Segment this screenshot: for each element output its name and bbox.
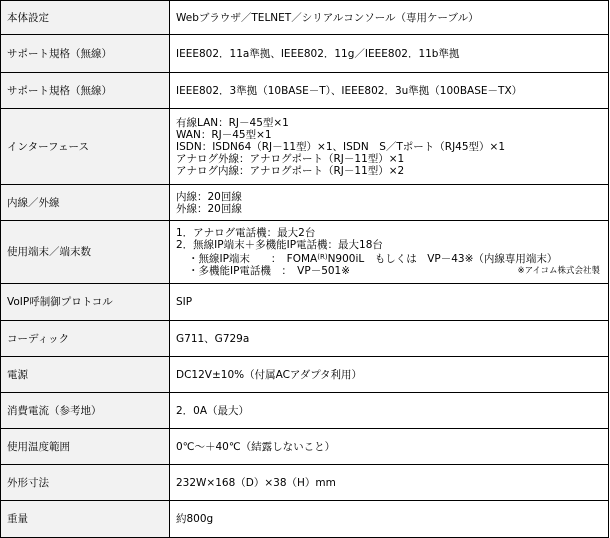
interface-line: アナログ外線：アナログポート（RJ－11型）×1 xyxy=(176,152,405,165)
spec-label: 消費電流（参考地） xyxy=(1,393,170,429)
line-count-list xyxy=(170,185,609,221)
interface-list xyxy=(170,109,609,185)
spec-row xyxy=(1,221,609,284)
spec-label: 使用温度範囲 xyxy=(1,429,170,465)
spec-value: 2．0A（最大） xyxy=(170,393,609,429)
terminal-subitem-text: ・無線IP端末 ： FOMA xyxy=(188,253,318,265)
spec-row xyxy=(1,321,609,357)
spec-row xyxy=(1,501,609,538)
spec-row xyxy=(1,465,609,501)
interface-line: WAN：RJ－45型×1 xyxy=(176,128,272,141)
spec-label: インターフェース xyxy=(1,109,170,185)
terminal-item: 2．無線IP端末＋多機能IP電話機：最大18台 xyxy=(176,239,383,251)
spec-label: 外形寸法 xyxy=(1,465,170,501)
manufacturer-note: ※アイコム株式会社製 xyxy=(517,266,600,276)
terminal-list xyxy=(170,221,609,284)
spec-value: 232W×168（D）×38（H）mm xyxy=(170,465,609,501)
spec-label: VoIP呼制御プロトコル xyxy=(1,284,170,321)
interface-line: アナログ内線：アナログポート（RJ－11型）×2 xyxy=(176,164,405,177)
terminal-subitem-text: N900iL もしくは VP－43※（内線専用端末） xyxy=(327,253,558,265)
spec-label: コーディック xyxy=(1,321,170,357)
spec-label: 電源 xyxy=(1,357,170,393)
spec-row xyxy=(1,35,609,73)
spec-row xyxy=(1,109,609,185)
spec-label: 使用端末／端末数 xyxy=(1,221,170,284)
interface-line: ISDN：ISDN64（RJ－11型）×1、ISDN S／Tポート（RJ45型）×1 xyxy=(176,140,506,153)
spec-value: Webブラウザ／TELNET／シリアルコンソール（専用ケーブル） xyxy=(170,1,609,35)
spec-row xyxy=(1,1,609,35)
spec-value: SIP xyxy=(170,284,609,321)
spec-label: 内線／外線 xyxy=(1,185,170,221)
terminal-item: 1．アナログ電話機：最大2台 xyxy=(176,227,316,239)
spec-label: サポート規格（無線） xyxy=(1,73,170,109)
spec-row xyxy=(1,357,609,393)
spec-label: サポート規格（無線） xyxy=(1,35,170,73)
line-count: 内線：20回線 xyxy=(176,190,242,203)
spec-label: 本体設定 xyxy=(1,1,170,35)
spec-value: IEEE802．3準拠（10BASE－T）、IEEE802．3u準拠（100BASE－TX） xyxy=(170,73,609,109)
spec-row xyxy=(1,73,609,109)
spec-label: 重量 xyxy=(1,501,170,538)
spec-value: IEEE802．11a準拠、IEEE802．11g／IEEE802．11b準拠 xyxy=(170,35,609,73)
line-count: 外線：20回線 xyxy=(176,202,242,215)
terminal-subitem-text: ・多機能IP電話機 ： VP－501※ xyxy=(188,265,351,277)
spec-row xyxy=(1,185,609,221)
spec-row xyxy=(1,284,609,321)
spec-value: G711、G729a xyxy=(170,321,609,357)
spec-row xyxy=(1,393,609,429)
spec-value: 約800g xyxy=(170,501,609,538)
registered-mark: (R) xyxy=(317,253,328,261)
spec-value: 0℃～＋40℃（結露しないこと） xyxy=(170,429,609,465)
terminal-subitem xyxy=(176,251,602,265)
interface-line: 有線LAN：RJ－45型×1 xyxy=(176,116,289,129)
terminal-subitem xyxy=(176,265,602,277)
spec-value: DC12V±10%（付属ACアダプタ利用） xyxy=(170,357,609,393)
spec-row xyxy=(1,429,609,465)
